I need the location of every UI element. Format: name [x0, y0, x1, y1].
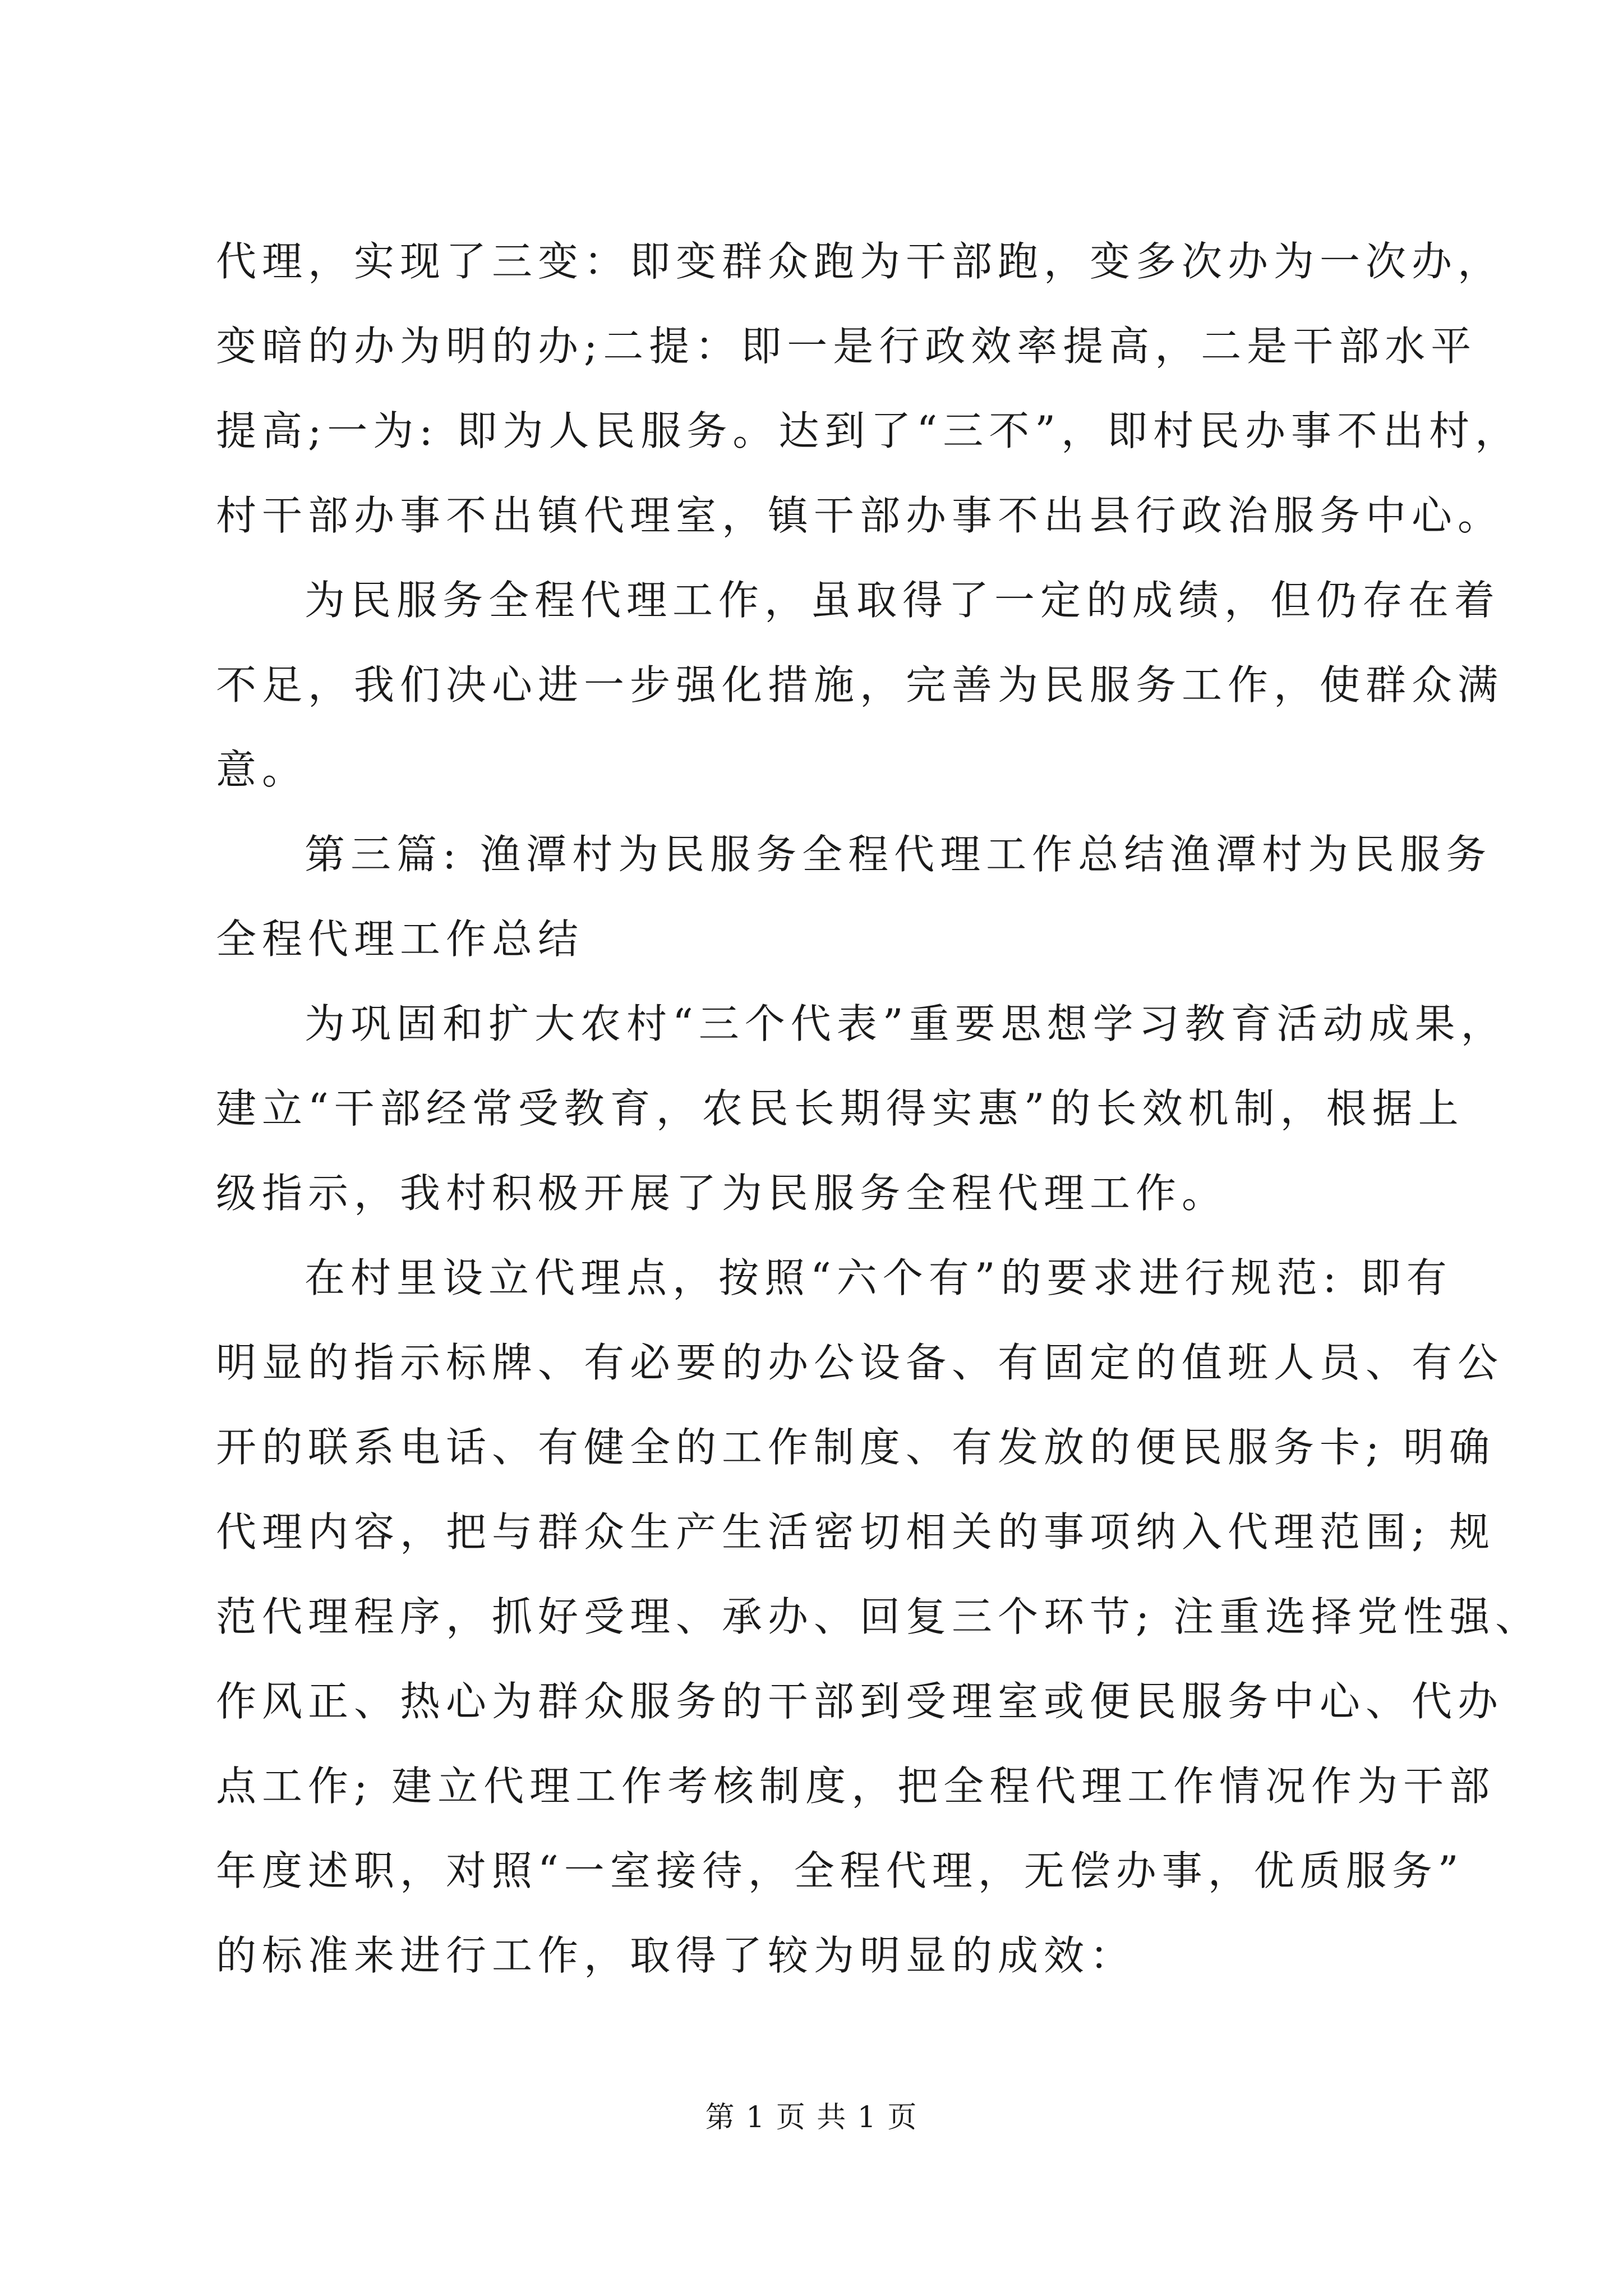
- document-body: [216, 219, 1542, 1998]
- text-line: 代理内容，把与群众生产生活密切相关的事项纳入代理范围; 规: [216, 1508, 1496, 1556]
- text-line: 开的联系电话、有健全的工作制度、有发放的便民服务卡; 明确: [216, 1424, 1496, 1471]
- text-line: 点工作; 建立代理工作考核制度，把全程代理工作情况作为干部: [216, 1763, 1496, 1810]
- paragraph-first-line: 在村里设立代理点，按照“六个有”的要求进行规范: 即有: [305, 1254, 1453, 1301]
- paragraph-first-line: 为巩固和扩大农村“三个代表”重要思想学习教育活动成果，: [305, 1000, 1507, 1047]
- text-line: 年度述职，对照“一室接待，全程代理，无偿办事，优质服务”: [216, 1847, 1464, 1894]
- section-heading: 第三篇: 渔潭村为民服务全程代理工作总结渔潭村为民服务: [305, 831, 1492, 878]
- text-line: 代理，实现了三变：即变群众跑为干部跑，变多次办为一次办，: [216, 238, 1504, 285]
- text-line: 级指示，我村积极开展了为民服务全程代理工作。: [216, 1170, 1228, 1217]
- page-number-footer: 第 1 页 共 1 页: [705, 2101, 918, 2134]
- text-line: 明显的指示标牌、有必要的办公设备、有固定的值班人员、有公: [216, 1339, 1504, 1386]
- text-line: 提高;一为: 即为人民服务。达到了“三不”，即村民办事不出村，: [216, 407, 1521, 454]
- text-line: 意。: [216, 746, 308, 793]
- text-line: 村干部办事不出镇代理室，镇干部办事不出县行政治服务中心。: [216, 492, 1504, 539]
- text-line: 作风正、热心为群众服务的干部到受理室或便民服务中心、代办: [216, 1678, 1504, 1725]
- text-line: 不足，我们决心进一步强化措施，完善为民服务工作，使群众满: [216, 661, 1504, 708]
- text-line: 建立“干部经常受教育，农民长期得实惠”的长效机制，根据上: [216, 1085, 1464, 1132]
- text-line: 范代理程序，抓好受理、承办、回复三个环节; 注重选择党性强、: [216, 1593, 1542, 1640]
- text-line: 的标准来进行工作，取得了较为明显的成效：: [216, 1932, 1136, 1979]
- paragraph-first-line: 为民服务全程代理工作，虽取得了一定的成绩，但仍存在着: [305, 577, 1501, 624]
- text-line: 变暗的办为明的办;二提：即一是行政效率提高，二是干部水平: [216, 323, 1477, 370]
- section-heading-continued: 全程代理工作总结: [216, 915, 584, 963]
